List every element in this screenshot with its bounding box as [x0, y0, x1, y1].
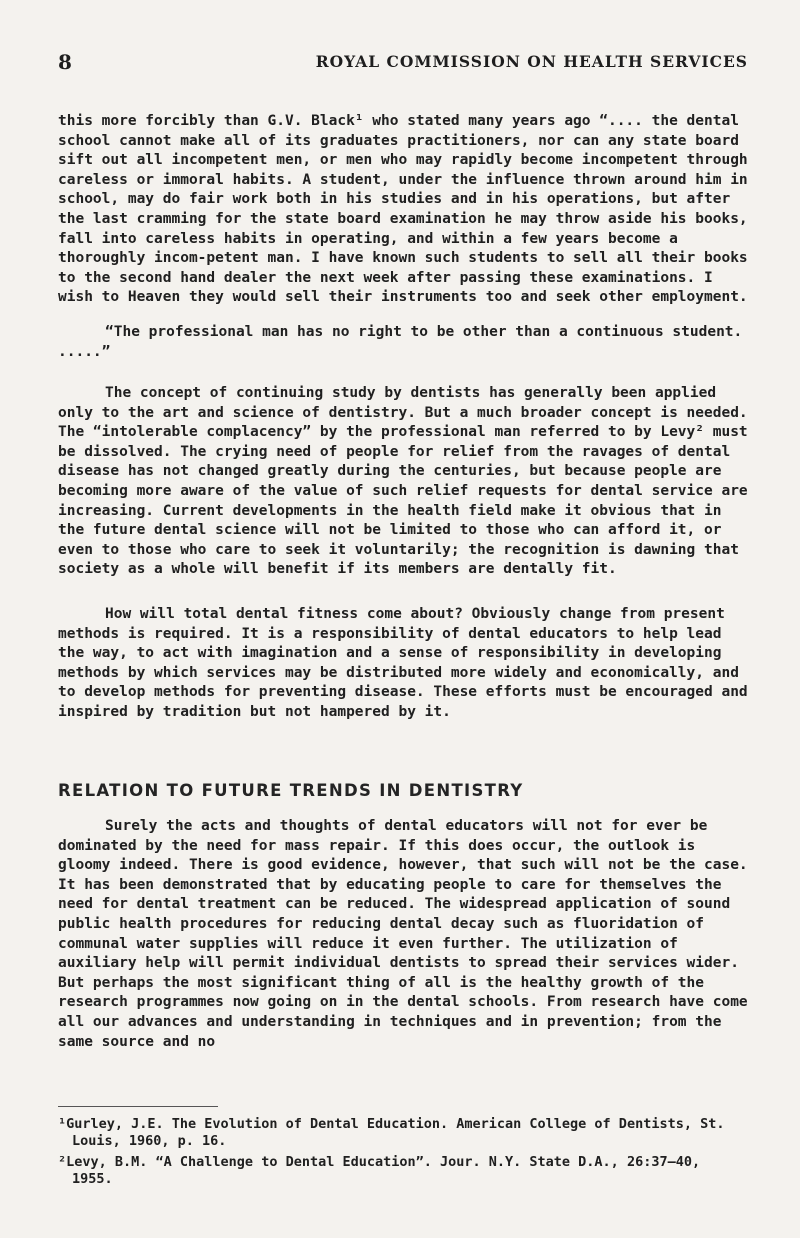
paragraph-continuing-study: The concept of continuing study by dentists has generally been applied only to the art and science of dentistry. But a much broader concept is needed. The “intolerable complacency” by the professional man referred to by Levy² must be dissolved. The crying need of people for relief from the ravages of dental disease has not changed greatly during the centuries, but because people are becoming more aware of the value of such relief requests for dental service are increasing. Current developments in the health field make it obvious that in the future dental science will not be limited to those who can afford it, or even to those who care to seek it voluntarily; the recognition is dawning that society as a whole will benefit if its members are dentally fit. — [58, 385, 748, 578]
paragraph-black-quote: this more forcibly than G.V. Black¹ who stated many years ago “.... the dental school cannot make all of its graduates practitioners, nor can any state board sift out all incompetent men, or men who may rapidly become incompetent through careless or immoral habits. A student, under the influence thrown around him in school, may do fair work both in his studies and in his operations, but after the last cramming for the state board examination he may throw aside his books, fall into careless habits in operating, and within a few years become a thoroughly incom-petent man. I have known such students to sell all their books to the second hand dealer the next week after passing these examinations. I wish to Heaven they would sell their instruments too and seek other employment. — [58, 113, 748, 306]
page-number: 8 — [58, 50, 72, 74]
footnotes — [58, 1116, 748, 1192]
paragraph-professional-student: “The professional man has no right to be other than a continuous student. .....” — [58, 324, 743, 360]
section-heading: RELATION TO FUTURE TRENDS IN DENTISTRY — [58, 781, 524, 800]
footnote-divider — [58, 1106, 218, 1107]
footnote-gurley: ¹Gurley, J.E. The Evolution of Dental Education. American College of Dentists, St. Louis, 1960, p. 16. — [58, 1116, 725, 1149]
running-header — [58, 50, 748, 74]
paragraph-future-trends: Surely the acts and thoughts of dental educators will not for ever be dominated by the need for mass repair. If this does occur, the outlook is gloomy indeed. There is good evidence, however, that such will not be the case. It has been demonstrated that by educating people to care for themselves the need for dental treatment can be reduced. The widespread application of sound public health procedures for reducing dental decay such as fluoridation of communal water supplies will reduce it even further. The utilization of auxiliary help will permit individual dentists to spread their services wider. But perhaps the most significant thing of all is the healthy growth of the research programmes now going on in the dental schools. From research have come all our advances and understanding in techniques and in prevention; from the same source and no — [58, 818, 748, 1050]
paragraph-dental-fitness: How will total dental fitness come about? Obviously change from present methods is required. It is a responsibility of dental educators to help lead the way, to act with imagination and a sense of responsibility in developing methods by which services may be distributed more widely and economically, and to develop methods for preventing disease. These efforts must be encouraged and inspired by tradition but not hampered by it. — [58, 606, 748, 720]
footnote-levy: ²Levy, B.M. “A Challenge to Dental Education”. Jour. N.Y. State D.A., 26:37—40, 1955. — [58, 1154, 701, 1187]
running-title: ROYAL COMMISSION ON HEALTH SERVICES — [315, 52, 748, 71]
